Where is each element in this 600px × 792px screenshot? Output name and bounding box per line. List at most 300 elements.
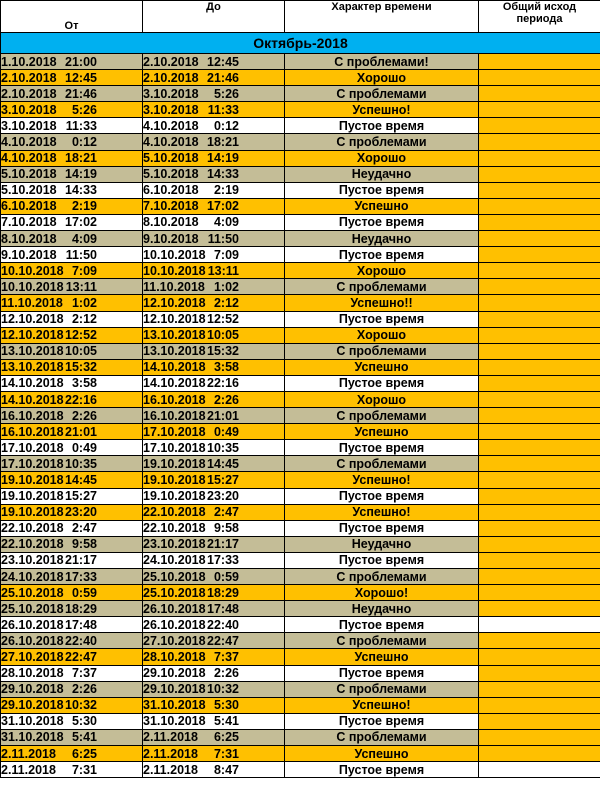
- table-row: [1, 552, 600, 568]
- table-row: [1, 327, 600, 343]
- from-cell-time: 18:29: [65, 601, 97, 616]
- from-cell: [1, 86, 143, 102]
- from-cell-date: 12.10.2018: [1, 328, 64, 343]
- kind-cell: Успешно!: [285, 102, 479, 118]
- to-cell-time: 5:41: [213, 714, 239, 729]
- kind-cell: Хорошо: [285, 150, 479, 166]
- from-cell: [1, 279, 143, 295]
- from-cell-date: 13.10.2018: [1, 360, 64, 375]
- from-cell-time: 5:41: [71, 730, 97, 745]
- kind-cell: С проблемами: [285, 134, 479, 150]
- from-cell-date: 29.10.2018: [1, 698, 64, 713]
- from-cell-time: 2:26: [71, 408, 97, 423]
- to-cell: [143, 408, 285, 424]
- to-cell: [143, 697, 285, 713]
- table-row: [1, 633, 600, 649]
- to-cell-date: 2.10.2018: [143, 54, 199, 69]
- outcome-cell: [479, 729, 600, 745]
- from-cell: [1, 102, 143, 118]
- table-row: [1, 729, 600, 745]
- table-row: [1, 472, 600, 488]
- to-cell: [143, 665, 285, 681]
- to-cell-time: 7:31: [213, 746, 239, 761]
- kind-cell: С проблемами!: [285, 54, 479, 70]
- outcome-cell: [479, 440, 600, 456]
- from-cell: [1, 343, 143, 359]
- to-cell: [143, 633, 285, 649]
- from-cell: [1, 601, 143, 617]
- to-cell-date: 26.10.2018: [143, 617, 206, 632]
- from-cell: [1, 424, 143, 440]
- column-header-outcome: Общий исход периода: [479, 1, 600, 33]
- from-cell-date: 22.10.2018: [1, 521, 64, 536]
- to-cell: [143, 552, 285, 568]
- outcome-cell: [479, 488, 600, 504]
- kind-cell: Хорошо: [285, 70, 479, 86]
- to-cell-date: 10.10.2018: [143, 247, 206, 262]
- from-cell-time: 9:58: [71, 537, 97, 552]
- from-cell-date: 16.10.2018: [1, 424, 64, 439]
- from-cell-time: 21:01: [65, 424, 97, 439]
- kind-cell: Пустое время: [285, 214, 479, 230]
- from-cell: [1, 552, 143, 568]
- kind-cell: Пустое время: [285, 440, 479, 456]
- outcome-cell: [479, 746, 600, 762]
- from-cell-date: 11.10.2018: [1, 295, 63, 310]
- to-cell-time: 2:26: [213, 666, 239, 681]
- from-cell: [1, 665, 143, 681]
- from-cell: [1, 408, 143, 424]
- from-cell-time: 12:52: [65, 328, 97, 343]
- to-cell: [143, 295, 285, 311]
- outcome-cell: [479, 665, 600, 681]
- to-cell-time: 14:33: [207, 167, 239, 182]
- from-cell: [1, 311, 143, 327]
- from-cell: [1, 166, 143, 182]
- outcome-cell: [479, 456, 600, 472]
- to-cell: [143, 311, 285, 327]
- to-cell-date: 29.10.2018: [143, 666, 206, 681]
- outcome-cell: [479, 54, 600, 70]
- from-cell-date: 23.10.2018: [1, 553, 64, 568]
- from-cell-time: 14:19: [65, 167, 97, 182]
- from-cell: [1, 569, 143, 585]
- to-cell-date: 7.10.2018: [143, 199, 199, 214]
- table-row: [1, 681, 600, 697]
- kind-cell: Успешно!: [285, 697, 479, 713]
- to-cell: [143, 198, 285, 214]
- to-cell-time: 21:46: [207, 70, 239, 85]
- to-cell: [143, 391, 285, 407]
- to-cell-date: 16.10.2018: [143, 408, 206, 423]
- kind-cell: Успешно: [285, 359, 479, 375]
- from-cell: [1, 729, 143, 745]
- from-cell: [1, 520, 143, 536]
- from-cell-time: 6:25: [71, 746, 97, 761]
- from-cell-time: 11:33: [65, 118, 97, 133]
- from-cell: [1, 456, 143, 472]
- from-cell-date: 22.10.2018: [1, 537, 64, 552]
- from-cell-date: 4.10.2018: [1, 151, 57, 166]
- to-cell-date: 6.10.2018: [143, 183, 199, 198]
- to-cell-time: 18:21: [207, 135, 239, 150]
- outcome-cell: [479, 118, 600, 134]
- from-cell-date: 6.10.2018: [1, 199, 57, 214]
- from-cell: [1, 375, 143, 391]
- from-cell: [1, 231, 143, 247]
- to-cell-time: 11:33: [207, 102, 239, 117]
- kind-cell: Пустое время: [285, 118, 479, 134]
- from-cell-time: 15:27: [65, 489, 97, 504]
- to-cell-date: 23.10.2018: [143, 537, 206, 552]
- from-cell-date: 14.10.2018: [1, 376, 64, 391]
- to-cell: [143, 343, 285, 359]
- from-cell-date: 19.10.2018: [1, 472, 64, 487]
- kind-cell: Успешно: [285, 198, 479, 214]
- to-cell-time: 17:02: [207, 199, 239, 214]
- to-cell-time: 13:11: [207, 263, 239, 278]
- to-cell-date: 2.11.2018: [143, 762, 198, 777]
- to-cell-time: 21:01: [207, 408, 239, 423]
- outcome-cell: [479, 536, 600, 552]
- to-cell-time: 10:05: [207, 328, 239, 343]
- from-cell-time: 18:21: [65, 151, 97, 166]
- kind-cell: Хорошо: [285, 391, 479, 407]
- to-cell: [143, 327, 285, 343]
- from-cell: [1, 746, 143, 762]
- from-cell-time: 17:02: [65, 215, 97, 230]
- from-cell-time: 2:47: [71, 521, 97, 536]
- outcome-cell: [479, 182, 600, 198]
- outcome-cell: [479, 569, 600, 585]
- to-cell: [143, 247, 285, 263]
- kind-cell: С проблемами: [285, 343, 479, 359]
- from-cell-date: 5.10.2018: [1, 167, 57, 182]
- from-cell-time: 0:49: [71, 440, 97, 455]
- outcome-cell: [479, 713, 600, 729]
- kind-cell: Успешно: [285, 746, 479, 762]
- from-cell: [1, 713, 143, 729]
- from-cell: [1, 504, 143, 520]
- to-cell: [143, 746, 285, 762]
- from-cell-date: 25.10.2018: [1, 585, 64, 600]
- from-cell: [1, 649, 143, 665]
- outcome-cell: [479, 601, 600, 617]
- to-cell-date: 3.10.2018: [143, 102, 199, 117]
- kind-cell: С проблемами: [285, 456, 479, 472]
- from-cell-time: 11:50: [65, 247, 97, 262]
- table-row: [1, 231, 600, 247]
- from-cell: [1, 150, 143, 166]
- from-cell-time: 14:33: [65, 183, 97, 198]
- table-row: [1, 456, 600, 472]
- outcome-cell: [479, 552, 600, 568]
- to-cell-date: 19.10.2018: [143, 472, 206, 487]
- to-cell: [143, 214, 285, 230]
- kind-cell: Неудачно: [285, 536, 479, 552]
- to-cell: [143, 472, 285, 488]
- table-row: [1, 359, 600, 375]
- from-cell-date: 27.10.2018: [1, 650, 64, 665]
- from-cell: [1, 536, 143, 552]
- from-cell-time: 10:05: [65, 344, 97, 359]
- outcome-cell: [479, 198, 600, 214]
- from-cell-time: 12:45: [65, 70, 97, 85]
- kind-cell: С проблемами: [285, 569, 479, 585]
- table-row: [1, 746, 600, 762]
- to-cell-date: 11.10.2018: [143, 279, 205, 294]
- from-cell-date: 10.10.2018: [1, 263, 64, 278]
- to-cell-date: 9.10.2018: [143, 231, 199, 246]
- kind-cell: Успешно!!: [285, 295, 479, 311]
- outcome-cell: [479, 247, 600, 263]
- from-cell-date: 24.10.2018: [1, 569, 64, 584]
- to-cell-time: 0:12: [213, 118, 239, 133]
- kind-cell: Неудачно: [285, 601, 479, 617]
- kind-cell: Пустое время: [285, 617, 479, 633]
- to-cell-time: 21:17: [207, 537, 239, 552]
- to-cell: [143, 456, 285, 472]
- from-cell-time: 0:12: [71, 135, 97, 150]
- from-cell-time: 0:59: [71, 585, 97, 600]
- to-cell-date: 2.11.2018: [143, 746, 198, 761]
- from-cell-date: 3.10.2018: [1, 102, 57, 117]
- outcome-cell: [479, 520, 600, 536]
- to-cell-date: 28.10.2018: [143, 650, 206, 665]
- from-cell-date: 2.11.2018: [1, 746, 56, 761]
- outcome-cell: [479, 214, 600, 230]
- from-cell-date: 19.10.2018: [1, 505, 64, 520]
- from-cell: [1, 681, 143, 697]
- to-cell-time: 7:09: [213, 247, 239, 262]
- table-row: [1, 697, 600, 713]
- to-cell: [143, 762, 285, 778]
- table-row: [1, 408, 600, 424]
- table-row: [1, 263, 600, 279]
- table-row: [1, 279, 600, 295]
- kind-cell: С проблемами: [285, 86, 479, 102]
- table-row: [1, 762, 600, 778]
- kind-cell: Пустое время: [285, 713, 479, 729]
- from-cell-time: 5:30: [71, 714, 97, 729]
- outcome-cell: [479, 70, 600, 86]
- kind-cell: Пустое время: [285, 665, 479, 681]
- to-cell-date: 12.10.2018: [143, 295, 206, 310]
- to-cell: [143, 585, 285, 601]
- from-cell: [1, 762, 143, 778]
- outcome-cell: [479, 649, 600, 665]
- kind-cell: Пустое время: [285, 488, 479, 504]
- table-row: [1, 118, 600, 134]
- outcome-cell: [479, 617, 600, 633]
- kind-cell: Хорошо: [285, 327, 479, 343]
- to-cell: [143, 70, 285, 86]
- kind-cell: Успешно: [285, 424, 479, 440]
- outcome-cell: [479, 424, 600, 440]
- table-row: [1, 86, 600, 102]
- from-cell-time: 15:32: [65, 360, 97, 375]
- to-cell: [143, 150, 285, 166]
- from-cell: [1, 391, 143, 407]
- to-cell-date: 22.10.2018: [143, 505, 206, 520]
- outcome-cell: [479, 585, 600, 601]
- to-cell-date: 5.10.2018: [143, 167, 199, 182]
- from-cell-date: 2.10.2018: [1, 70, 57, 85]
- to-cell: [143, 617, 285, 633]
- table-row: [1, 649, 600, 665]
- from-cell-date: 8.10.2018: [1, 231, 57, 246]
- to-cell: [143, 375, 285, 391]
- from-cell-date: 26.10.2018: [1, 633, 64, 648]
- table-row: [1, 343, 600, 359]
- from-cell-date: 3.10.2018: [1, 118, 57, 133]
- from-cell-time: 1:02: [71, 295, 97, 310]
- outcome-cell: [479, 231, 600, 247]
- from-cell-date: 2.11.2018: [1, 762, 56, 777]
- outcome-cell: [479, 472, 600, 488]
- from-cell: [1, 472, 143, 488]
- to-cell-date: 14.10.2018: [143, 376, 206, 391]
- to-cell-date: 12.10.2018: [143, 312, 206, 327]
- to-cell: [143, 86, 285, 102]
- from-cell-time: 17:48: [65, 617, 97, 632]
- table-row: [1, 391, 600, 407]
- to-cell-time: 12:45: [207, 54, 239, 69]
- month-title: Октябрь-2018: [1, 33, 600, 54]
- to-cell: [143, 166, 285, 182]
- to-cell-time: 8:47: [213, 762, 239, 777]
- to-cell-time: 3:58: [213, 360, 239, 375]
- outcome-cell: [479, 86, 600, 102]
- from-cell: [1, 118, 143, 134]
- to-cell: [143, 279, 285, 295]
- to-cell-date: 3.10.2018: [143, 86, 199, 101]
- outcome-cell: [479, 166, 600, 182]
- to-cell-time: 22:40: [207, 617, 239, 632]
- outcome-cell: [479, 263, 600, 279]
- table-row: [1, 665, 600, 681]
- from-cell-time: 5:26: [71, 102, 97, 117]
- to-cell-date: 26.10.2018: [143, 601, 206, 616]
- from-cell-date: 19.10.2018: [1, 489, 64, 504]
- to-cell-time: 5:26: [213, 86, 239, 101]
- to-cell-date: 31.10.2018: [143, 714, 206, 729]
- to-cell-time: 14:45: [207, 456, 239, 471]
- kind-cell: Пустое время: [285, 182, 479, 198]
- from-cell-time: 10:35: [65, 456, 97, 471]
- to-cell: [143, 520, 285, 536]
- to-cell-time: 1:02: [213, 279, 239, 294]
- to-cell-time: 23:20: [207, 489, 239, 504]
- table-row: [1, 520, 600, 536]
- kind-cell: Пустое время: [285, 247, 479, 263]
- from-cell: [1, 134, 143, 150]
- outcome-cell: [479, 150, 600, 166]
- to-cell: [143, 440, 285, 456]
- kind-cell: Успешно: [285, 649, 479, 665]
- table-row: [1, 569, 600, 585]
- to-cell-time: 0:49: [213, 424, 239, 439]
- to-cell-time: 22:47: [207, 633, 239, 648]
- to-cell-time: 2:12: [213, 295, 239, 310]
- from-cell: [1, 182, 143, 198]
- from-cell-date: 4.10.2018: [1, 135, 57, 150]
- kind-cell: Пустое время: [285, 552, 479, 568]
- from-cell-time: 21:46: [65, 86, 97, 101]
- from-cell-time: 23:20: [65, 505, 97, 520]
- to-cell-time: 7:37: [213, 650, 239, 665]
- from-cell-time: 22:47: [65, 650, 97, 665]
- to-cell: [143, 488, 285, 504]
- kind-cell: С проблемами: [285, 408, 479, 424]
- table-row: [1, 504, 600, 520]
- outcome-cell: [479, 408, 600, 424]
- to-cell-time: 18:29: [207, 585, 239, 600]
- to-cell-date: 19.10.2018: [143, 456, 206, 471]
- outcome-cell: [479, 102, 600, 118]
- table-row: [1, 102, 600, 118]
- to-cell: [143, 359, 285, 375]
- outcome-cell: [479, 697, 600, 713]
- to-cell: [143, 601, 285, 617]
- to-cell-date: 8.10.2018: [143, 215, 199, 230]
- month-row: [1, 33, 600, 54]
- from-cell: [1, 359, 143, 375]
- from-cell-time: 17:33: [65, 569, 97, 584]
- to-cell-date: 13.10.2018: [143, 328, 206, 343]
- to-cell-time: 17:48: [207, 601, 239, 616]
- from-cell-time: 4:09: [71, 231, 97, 246]
- to-cell-time: 17:33: [207, 553, 239, 568]
- table-row: [1, 601, 600, 617]
- to-cell-date: 17.10.2018: [143, 424, 206, 439]
- outcome-cell: [479, 279, 600, 295]
- kind-cell: С проблемами: [285, 681, 479, 697]
- outcome-cell: [479, 762, 600, 778]
- to-cell-date: 14.10.2018: [143, 360, 206, 375]
- from-cell: [1, 198, 143, 214]
- to-cell: [143, 649, 285, 665]
- from-cell-date: 29.10.2018: [1, 682, 64, 697]
- to-cell-time: 9:58: [213, 521, 239, 536]
- kind-cell: Хорошо!: [285, 585, 479, 601]
- table-row: [1, 150, 600, 166]
- from-cell-time: 2:12: [71, 312, 97, 327]
- column-header-kind: Характер времени: [285, 1, 479, 33]
- table-row: [1, 713, 600, 729]
- kind-cell: Успешно!: [285, 504, 479, 520]
- from-cell-time: 21:00: [65, 54, 97, 69]
- to-cell: [143, 569, 285, 585]
- table-row: [1, 214, 600, 230]
- table-row: [1, 54, 600, 70]
- from-cell-date: 13.10.2018: [1, 344, 64, 359]
- to-cell: [143, 729, 285, 745]
- outcome-cell: [479, 359, 600, 375]
- to-cell-time: 5:30: [213, 698, 239, 713]
- from-cell-date: 31.10.2018: [1, 714, 64, 729]
- from-cell-time: 7:31: [71, 762, 97, 777]
- from-cell: [1, 54, 143, 70]
- to-cell: [143, 424, 285, 440]
- from-cell-date: 16.10.2018: [1, 408, 64, 423]
- to-cell-date: 22.10.2018: [143, 521, 206, 536]
- from-cell: [1, 70, 143, 86]
- to-cell-date: 16.10.2018: [143, 392, 206, 407]
- to-cell-date: 29.10.2018: [143, 682, 206, 697]
- from-cell: [1, 327, 143, 343]
- kind-cell: Неудачно: [285, 231, 479, 247]
